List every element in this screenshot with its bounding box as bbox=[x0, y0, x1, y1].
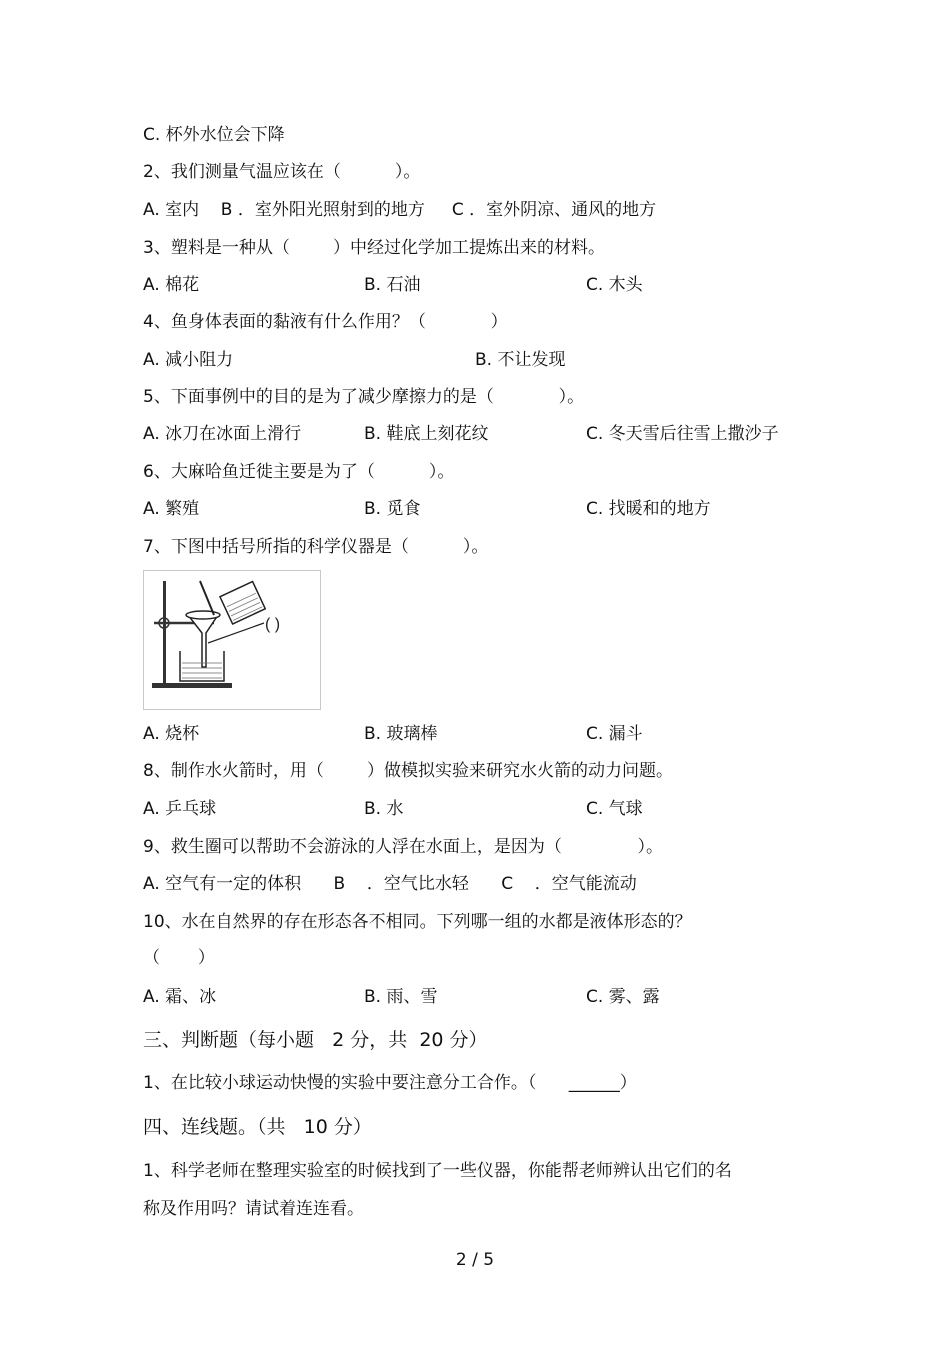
question-3-option-c: C. 木头 bbox=[586, 275, 643, 295]
pouring-beaker bbox=[220, 582, 265, 624]
filtration-apparatus-image bbox=[144, 571, 320, 709]
glass-rod bbox=[200, 581, 214, 615]
question-3-option-a: A. 棉花 bbox=[143, 275, 200, 295]
question-4: 4、鱼身体表面的黏液有什么作用？（ ） bbox=[143, 312, 508, 332]
question-10-option-a: A. 霜、冰 bbox=[143, 987, 217, 1007]
question-6-option-a: A. 繁殖 bbox=[143, 499, 200, 519]
question-6: 6、大麻哈鱼迁徙主要是为了（ ）。 bbox=[143, 462, 455, 482]
question-8-option-c: C. 气球 bbox=[586, 799, 643, 819]
question-5: 5、下面事例中的目的是为了减少摩擦力的是（ ）。 bbox=[143, 387, 585, 407]
matching-question-1-line-2: 称及作用吗？请试着连连看。 bbox=[143, 1199, 364, 1219]
question-5-option-a: A. 冰刀在冰面上滑行 bbox=[143, 424, 302, 444]
stand-rod bbox=[163, 581, 166, 685]
option-line: C. 杯外水位会下降 bbox=[143, 125, 285, 145]
question-10-paren: （ ） bbox=[143, 948, 215, 968]
question-3: 3、塑料是一种从（ ）中经过化学加工提炼出来的材料。 bbox=[143, 238, 606, 258]
question-5-option-c: C. 冬天雪后往雪上撒沙子 bbox=[586, 424, 779, 444]
section-3-heading: 三、判断题（每小题 2 分，共 20 分） bbox=[143, 1029, 488, 1051]
figure-paren-label: ( ) bbox=[265, 616, 281, 633]
question-8-option-a: A. 乒乓球 bbox=[143, 799, 217, 819]
page-number: 2 / 5 bbox=[455, 1250, 495, 1270]
question-7-option-b: B. 玻璃棒 bbox=[364, 724, 438, 744]
question-2: 2、我们测量气温应该在（ ）。 bbox=[143, 162, 421, 182]
pointer-line bbox=[208, 623, 264, 643]
judge-question-1: 1、在比较小球运动快慢的实验中要注意分工合作。（ ______） bbox=[143, 1073, 637, 1093]
question-8: 8、制作水火箭时，用（ ）做模拟实验来研究水火箭的动力问题。 bbox=[143, 761, 674, 781]
question-7: 7、下图中括号所指的科学仪器是（ ）。 bbox=[143, 537, 489, 557]
question-5-option-b: B. 鞋底上刻花纹 bbox=[364, 424, 489, 444]
question-7-option-a: A. 烧杯 bbox=[143, 724, 200, 744]
question-8-option-b: B. 水 bbox=[364, 799, 404, 819]
question-4-option-a: A. 减小阻力 bbox=[143, 350, 234, 370]
question-6-option-c: C. 找暖和的地方 bbox=[586, 499, 711, 519]
question-10-option-b: B. 雨、雪 bbox=[364, 987, 438, 1007]
question-9: 9、救生圈可以帮助不会游泳的人浮在水面上，是因为（ ）。 bbox=[143, 837, 663, 857]
question-9-options: A. 空气有一定的体积 B ．空气比水轻 C ．空气能流动 bbox=[143, 874, 637, 894]
question-7-option-c: C. 漏斗 bbox=[586, 724, 643, 744]
question-10: 10、水在自然界的存在形态各不相同。下列哪一组的水都是液体形态的？ bbox=[143, 912, 692, 932]
section-4-heading: 四、连线题。（共 10 分） bbox=[143, 1116, 372, 1138]
question-3-option-b: B. 石油 bbox=[364, 275, 421, 295]
question-6-option-b: B. 觅食 bbox=[364, 499, 421, 519]
matching-question-1-line-1: 1、科学老师在整理实验室的时候找到了一些仪器，你能帮老师辨认出它们的名 bbox=[143, 1161, 732, 1181]
question-4-option-b: B. 不让发现 bbox=[475, 350, 566, 370]
lab-apparatus-figure bbox=[143, 570, 321, 710]
question-2-options: A. 室内 B ．室外阳光照射到的地方 C ．室外阴凉、通风的地方 bbox=[143, 200, 657, 220]
question-10-option-c: C. 雾、露 bbox=[586, 987, 660, 1007]
